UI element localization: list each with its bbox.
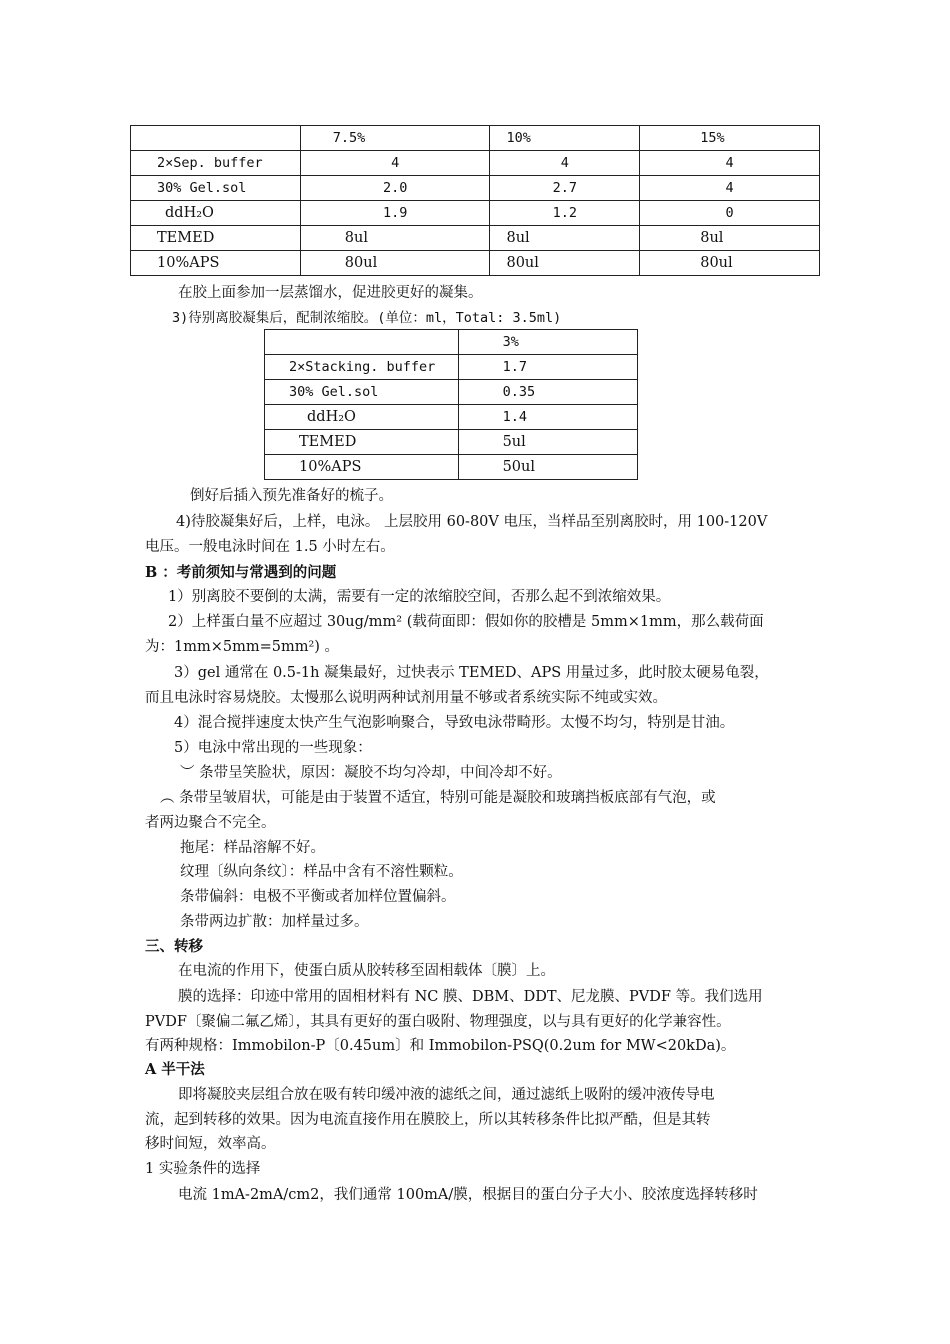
table-cell: 1.7 — [458, 355, 637, 380]
table-cell: 3% — [458, 330, 637, 355]
table-cell: 4 — [490, 151, 640, 176]
table-cell: 0 — [640, 201, 820, 226]
table-row — [265, 455, 638, 480]
paragraph-line: 4)待胶凝集好后，上样，电泳。 上层胶用 60-80V 电压，当样品至别离胶时，用 100-120V — [176, 514, 768, 530]
table-cell: 8ul — [490, 226, 640, 251]
table-row — [131, 201, 820, 226]
paragraph-line: 1）别离胶不要倒的太满，需要有一定的浓缩胶空间，否那么起不到浓缩效果。 — [168, 589, 671, 605]
paragraph-line: 4）混合搅拌速度太快产生气泡影响聚合，导致电泳带畸形。太慢不均匀，特别是甘油。 — [174, 715, 735, 731]
table-cell: 8ul — [640, 226, 820, 251]
table-row — [265, 380, 638, 405]
table-row — [131, 176, 820, 201]
table-cell: 15% — [640, 126, 820, 151]
paragraph-line: 3)待别离胶凝集后，配制浓缩胶。(单位：ml，Total: 3.5ml) — [172, 310, 562, 326]
section-heading: B ：考前须知与常遇到的问题 — [145, 564, 337, 581]
table-cell: 1.2 — [490, 201, 640, 226]
table-cell: ddH₂O — [265, 405, 459, 430]
paragraph-line: 而且电泳时容易烧胶。太慢那么说明两种试剂用量不够或者系统实际不纯或实效。 — [145, 690, 667, 706]
paragraph-line: 膜的选择：印迹中常用的固相材料有 NC 膜、DBM、DDT、尼龙膜、PVDF 等。我们选用 — [178, 989, 763, 1005]
paragraph-line: 为：1mm×5mm=5mm²) 。 — [145, 639, 340, 655]
paragraph-line: 5）电泳中常出现的一些现象： — [174, 740, 372, 756]
paragraph-line: 在电流的作用下，使蛋白质从胶转移至固相载体〔膜〕上。 — [178, 963, 555, 979]
stacking-gel-table — [264, 329, 638, 480]
table-cell: 2.0 — [300, 176, 490, 201]
table-header-row — [265, 330, 638, 355]
table-cell: 2.7 — [490, 176, 640, 201]
paragraph-line: ︵ 条带呈皱眉状，可能是由于装置不适宜，特别可能是凝胶和玻璃挡板底部有气泡，或 — [160, 790, 716, 806]
table-cell: 1.4 — [458, 405, 637, 430]
table-cell: 30% Gel.sol — [265, 380, 459, 405]
table-row — [265, 430, 638, 455]
table-cell: 30% Gel.sol — [131, 176, 301, 201]
paragraph-line: PVDF〔聚偏二氟乙烯〕，其具有更好的蛋白吸附、物理强度，以与具有更好的化学兼容性。 — [145, 1014, 731, 1030]
table-cell: 2×Sep. buffer — [131, 151, 301, 176]
paragraph-line: 者两边聚合不完全。 — [145, 815, 276, 831]
subsection-heading: 1 实验条件的选择 — [145, 1161, 261, 1177]
paragraph-line: 倒好后插入预先准备好的梳子。 — [190, 488, 393, 504]
table-cell: TEMED — [131, 226, 301, 251]
table-header-row — [131, 126, 820, 151]
paragraph-line: 有两种规格：Immobilon-P〔0.45um〕和 Immobilon-PSQ(0.2um for MW<20kDa)。 — [145, 1038, 736, 1054]
table-cell — [265, 330, 459, 355]
paragraph-line: ︶ 条带呈笑脸状，原因：凝胶不均匀冷却，中间冷却不好。 — [180, 765, 562, 781]
paragraph-line: 即将凝胶夹层组合放在吸有转印缓冲液的滤纸之间，通过滤纸上吸附的缓冲液传导电 — [178, 1087, 715, 1103]
paragraph-line: 流，起到转移的效果。因为电流直接作用在膜胶上，所以其转移条件比拟严酷，但是其转 — [145, 1112, 711, 1128]
table-cell: TEMED — [265, 430, 459, 455]
table-cell — [131, 126, 301, 151]
table-cell: 80ul — [300, 251, 490, 276]
table-cell: 80ul — [640, 251, 820, 276]
table-cell: 0.35 — [458, 380, 637, 405]
table-cell: 5ul — [458, 430, 637, 455]
table-cell: 80ul — [490, 251, 640, 276]
paragraph-line: 2）上样蛋白量不应超过 30ug/mm² (载荷面即：假如你的胶槽是 5mm×1mm，那么载荷面 — [168, 614, 764, 630]
table-row — [131, 151, 820, 176]
paragraph-line: 电流 1mA-2mA/cm2，我们通常 100mA/膜，根据目的蛋白分子大小、胶浓度选择转移时 — [178, 1187, 758, 1203]
paragraph-line: 条带两边扩散：加样量过多。 — [180, 914, 369, 930]
table-cell: 10% — [490, 126, 640, 151]
paragraph-line: 移时间短，效率高。 — [145, 1136, 276, 1152]
paragraph-line: 条带偏斜：电极不平衡或者加样位置偏斜。 — [180, 889, 456, 905]
paragraph-line: 纹理〔纵向条纹〕：样品中含有不溶性颗粒。 — [180, 864, 463, 880]
table-row — [265, 405, 638, 430]
table-cell: 1.9 — [300, 201, 490, 226]
table-row — [265, 355, 638, 380]
table-cell: 10%APS — [265, 455, 459, 480]
paragraph-line: 3）gel 通常在 0.5-1h 凝集最好，过快表示 TEMED、APS 用量过多，此时胶太硬易龟裂， — [174, 665, 769, 681]
table-cell: 50ul — [458, 455, 637, 480]
table-cell: 10%APS — [131, 251, 301, 276]
table-cell: 7.5% — [300, 126, 490, 151]
table-cell: 4 — [300, 151, 490, 176]
paragraph-line: 在胶上面参加一层蒸馏水，促进胶更好的凝集。 — [178, 285, 483, 301]
table-cell: 8ul — [300, 226, 490, 251]
table-cell: 4 — [640, 176, 820, 201]
table-cell: 4 — [640, 151, 820, 176]
section-heading: A 半干法 — [145, 1061, 205, 1078]
table-row — [131, 251, 820, 276]
section-heading: 三、转移 — [145, 938, 203, 955]
table-cell: ddH₂O — [131, 201, 301, 226]
paragraph-line: 电压。一般电泳时间在 1.5 小时左右。 — [145, 539, 395, 555]
separating-gel-table — [130, 125, 820, 276]
table-cell: 2×Stacking. buffer — [265, 355, 459, 380]
paragraph-line: 拖尾：样品溶解不好。 — [180, 840, 325, 856]
table-row — [131, 226, 820, 251]
